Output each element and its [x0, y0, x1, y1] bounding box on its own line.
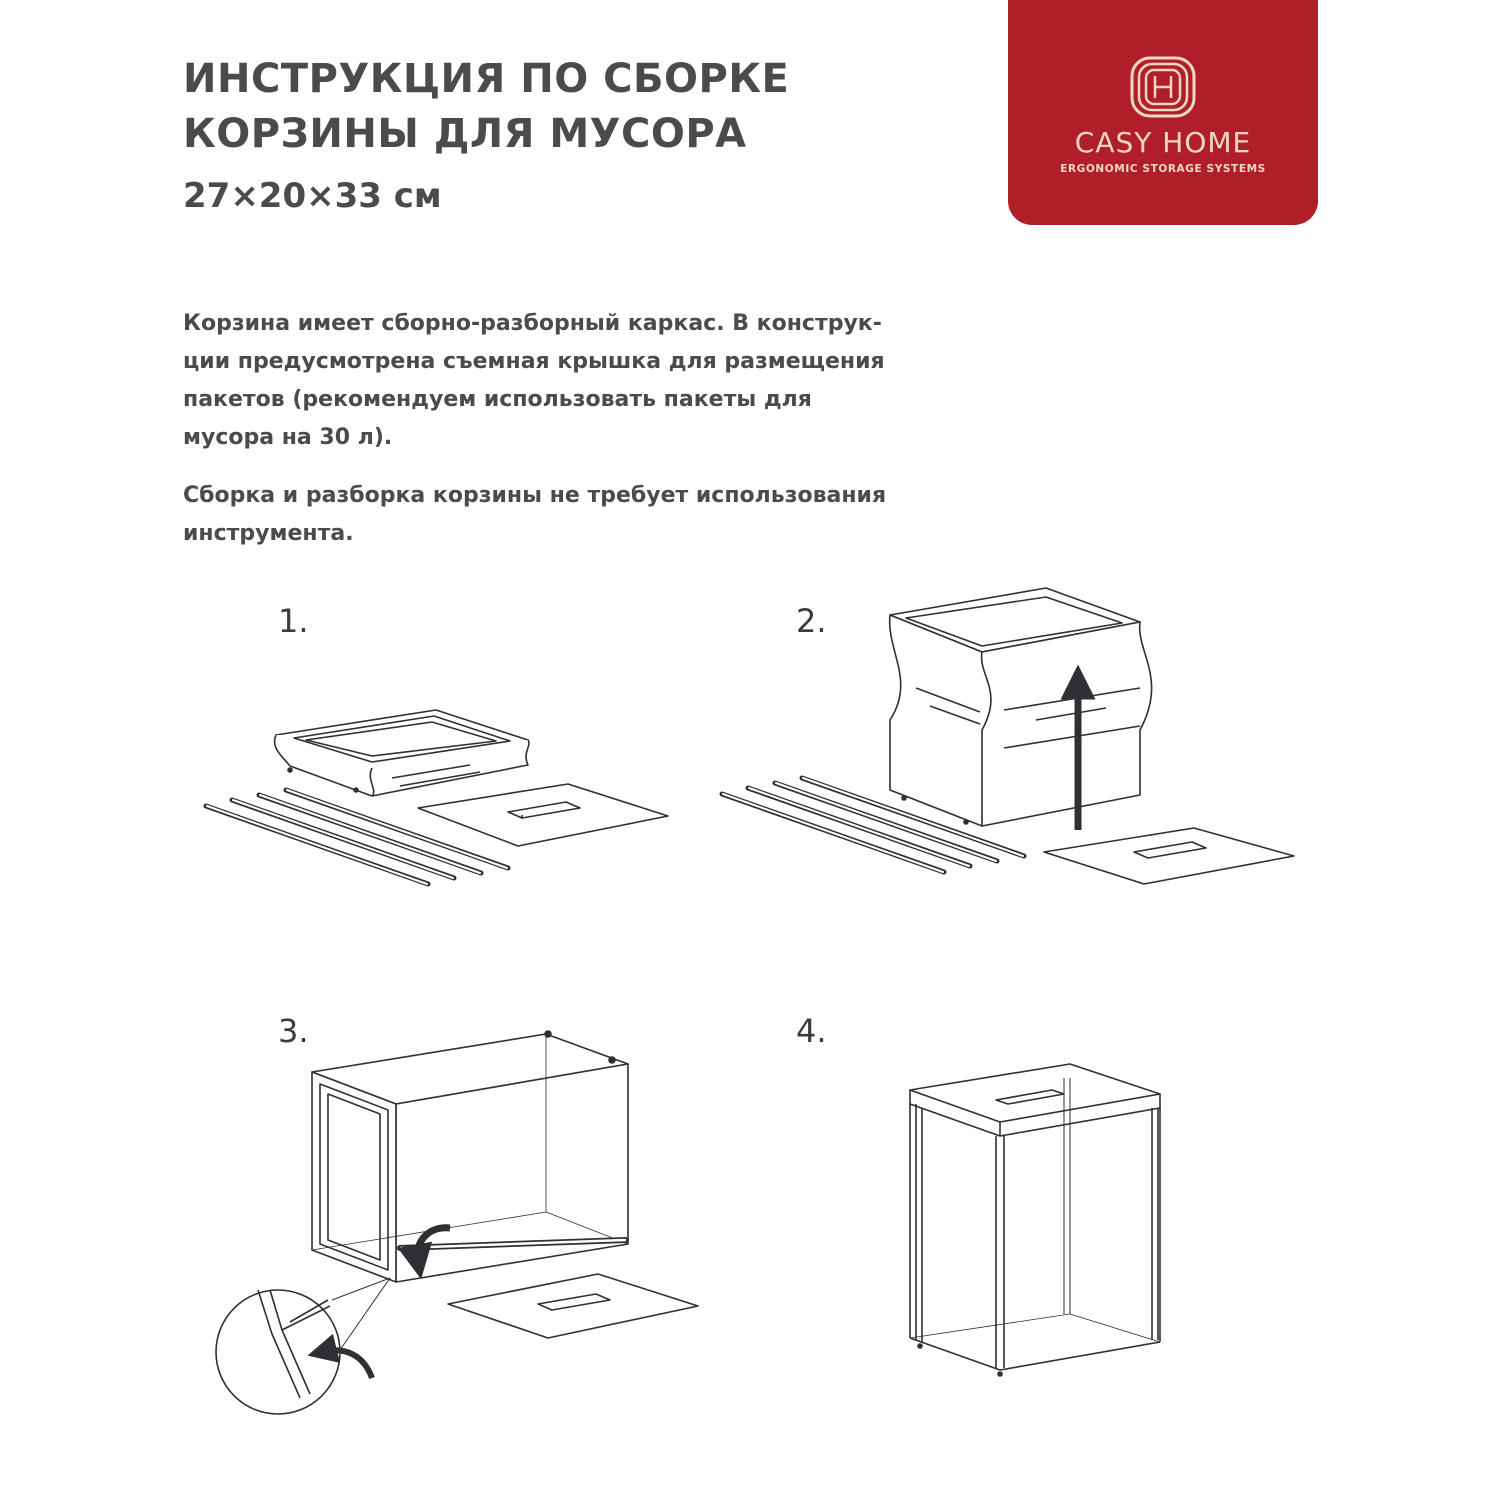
desc-line: инструмента.: [183, 521, 354, 546]
step-3-number: 3.: [278, 1012, 309, 1050]
dimensions: 27×20×33 см: [183, 176, 442, 216]
bin-lid: [418, 784, 668, 846]
step-4-illustration: [910, 1064, 1160, 1376]
brand-tagline: ERGONOMIC STORAGE SYSTEMS: [1060, 163, 1266, 175]
desc-line: Сборка и разборка корзины не требует использования: [183, 483, 887, 508]
step-2-illustration: [722, 588, 1294, 884]
desc-line: Корзина имеет сборно-разборный каркас. В конструк-: [183, 311, 882, 336]
step-2-number: 2.: [796, 602, 827, 640]
desc-line: мусора на 30 л).: [183, 425, 393, 450]
folded-bag-frame: [275, 710, 529, 796]
desc-line: пакетов (рекомендуем использовать пакеты для: [183, 387, 812, 412]
bin-lid: [1044, 828, 1294, 884]
assembled-bin: [910, 1064, 1160, 1376]
title-line-1: ИНСТРУКЦИЯ ПО СБОРКЕ: [183, 56, 790, 102]
step-4-number: 4.: [796, 1012, 827, 1050]
desc-line: ции предусмотрена съемная крышка для размещения: [183, 349, 885, 374]
bin-lid: [448, 1274, 698, 1338]
detail-magnifier: [216, 1278, 390, 1414]
step-1-number: 1.: [278, 602, 309, 640]
brand-name: CASY HOME: [1074, 126, 1252, 159]
step-1-illustration: [206, 710, 668, 884]
step-3-illustration: [216, 1031, 698, 1414]
unfolding-bag-frame: [890, 588, 1152, 826]
title-line-2: КОРЗИНЫ ДЛЯ МУСОРА: [183, 111, 747, 157]
